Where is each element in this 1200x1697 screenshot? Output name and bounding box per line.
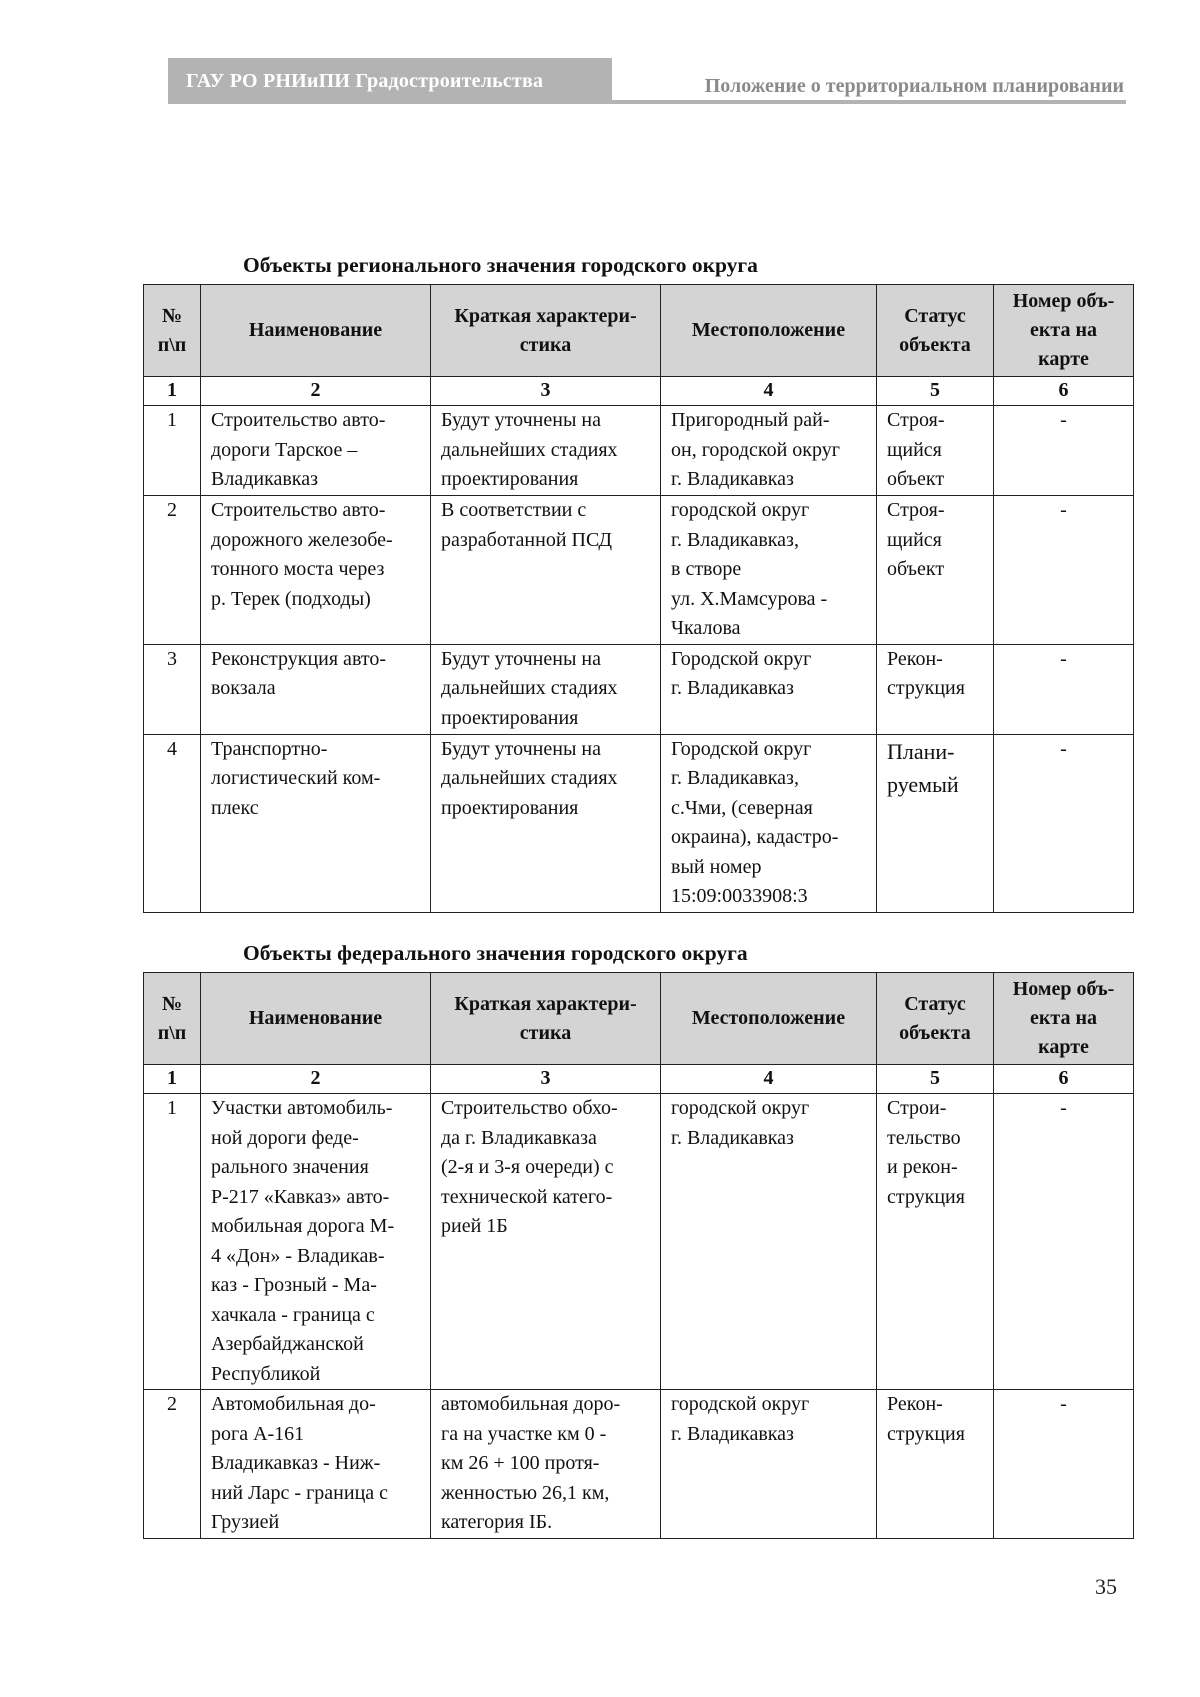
column-header-name: Наименование: [201, 973, 431, 1065]
map-number: -: [994, 644, 1134, 734]
table-row: [144, 1094, 1134, 1390]
object-status: Рекон- струкция: [877, 644, 994, 734]
table-row: [144, 1390, 1134, 1539]
header-org: ГАУ РО РНИиПИ Градостроительства: [168, 58, 612, 104]
object-location: городской округ г. Владикавказ: [661, 1094, 877, 1390]
row-number: 2: [144, 1390, 201, 1539]
row-number: 3: [144, 644, 201, 734]
column-header-status: Статус объекта: [877, 973, 994, 1065]
object-status: Строи- тельство и рекон- струкция: [877, 1094, 994, 1390]
column-header-map-number: Номер объ- екта на карте: [994, 285, 1134, 377]
object-location: Пригородный рай- он, городской округ г. Владикавказ: [661, 406, 877, 496]
table-row: [144, 644, 1134, 734]
object-location: городской округ г. Владикавказ: [661, 1390, 877, 1539]
object-status: Плани- руемый: [877, 734, 994, 912]
column-number: 2: [201, 1065, 431, 1094]
column-number: 6: [994, 377, 1134, 406]
federal-objects-table: [143, 972, 1134, 1539]
regional-objects-table: [143, 284, 1134, 913]
object-name: Строительство авто- дороги Тарское – Владикавказ: [201, 406, 431, 496]
object-description: Будут уточнены на дальнейших стадиях проектирования: [431, 644, 661, 734]
column-number: 3: [431, 1065, 661, 1094]
column-numbers-row: [144, 377, 1134, 406]
column-number: 5: [877, 377, 994, 406]
column-header-number: № п\п: [144, 285, 201, 377]
table-row: [144, 734, 1134, 912]
map-number: -: [994, 1094, 1134, 1390]
column-number: 5: [877, 1065, 994, 1094]
object-description: автомобильная доро- га на участке км 0 - км 26 + 100 протя- женностью 26,1 км, категория IБ.: [431, 1390, 661, 1539]
object-description: В соответствии с разработанной ПСД: [431, 496, 661, 645]
table-header-row: [144, 285, 1134, 377]
map-number: -: [994, 1390, 1134, 1539]
column-header-location: Местоположение: [661, 285, 877, 377]
row-number: 4: [144, 734, 201, 912]
row-number: 1: [144, 1094, 201, 1390]
column-number: 6: [994, 1065, 1134, 1094]
object-location: городской округ г. Владикавказ, в створе ул. Х.Мамсурова - Чкалова: [661, 496, 877, 645]
column-number: 3: [431, 377, 661, 406]
table-header-row: [144, 973, 1134, 1065]
row-number: 1: [144, 406, 201, 496]
object-status: Рекон- струкция: [877, 1390, 994, 1539]
column-number: 2: [201, 377, 431, 406]
column-number: 4: [661, 377, 877, 406]
column-header-name: Наименование: [201, 285, 431, 377]
page-number: 35: [1095, 1574, 1117, 1599]
column-header-description: Краткая характери- стика: [431, 973, 661, 1065]
object-status: Строя- щийся объект: [877, 496, 994, 645]
object-location: Городской округ г. Владикавказ, с.Чми, (северная окраина), кадастро- вый номер 15:09:0033908:3: [661, 734, 877, 912]
column-header-location: Местоположение: [661, 973, 877, 1065]
object-description: Будут уточнены на дальнейших стадиях проектирования: [431, 406, 661, 496]
map-number: -: [994, 496, 1134, 645]
map-number: -: [994, 734, 1134, 912]
map-number: -: [994, 406, 1134, 496]
object-location: Городской округ г. Владикавказ: [661, 644, 877, 734]
object-description: Строительство обхо- да г. Владикавказа (2-я и 3-я очереди) с технической катего- рией 1Б: [431, 1094, 661, 1390]
row-number: 2: [144, 496, 201, 645]
object-description: Будут уточнены на дальнейших стадиях проектирования: [431, 734, 661, 912]
column-header-number: № п\п: [144, 973, 201, 1065]
table-row: [144, 406, 1134, 496]
column-header-description: Краткая характери- стика: [431, 285, 661, 377]
object-status: Строя- щийся объект: [877, 406, 994, 496]
column-header-map-number: Номер объ- екта на карте: [994, 973, 1134, 1065]
column-number: 1: [144, 377, 201, 406]
object-name: Участки автомобиль- ной дороги феде- рального значения Р-217 «Кавказ» авто- мобильная дорога М- 4 «Дон» - Владикав- каз - Грозный - Ма- хачкала - граница с Азербайджанской Республикой: [201, 1094, 431, 1390]
column-header-status: Статус объекта: [877, 285, 994, 377]
regional-table-title: Объекты регионального значения городского округа: [243, 253, 758, 277]
object-name: Реконструкция авто- вокзала: [201, 644, 431, 734]
header-doc-title: Положение о территориальном планировании: [612, 58, 1126, 104]
object-name: Транспортно- логистический ком- плекс: [201, 734, 431, 912]
column-numbers-row: [144, 1065, 1134, 1094]
column-number: 1: [144, 1065, 201, 1094]
object-name: Автомобильная до- рога А-161 Владикавказ - Ниж- ний Ларс - граница с Грузией: [201, 1390, 431, 1539]
table-row: [144, 496, 1134, 645]
column-number: 4: [661, 1065, 877, 1094]
object-name: Строительство авто- дорожного железобе- тонного моста через р. Терек (подходы): [201, 496, 431, 645]
federal-table-title: Объекты федерального значения городского округа: [243, 941, 748, 965]
